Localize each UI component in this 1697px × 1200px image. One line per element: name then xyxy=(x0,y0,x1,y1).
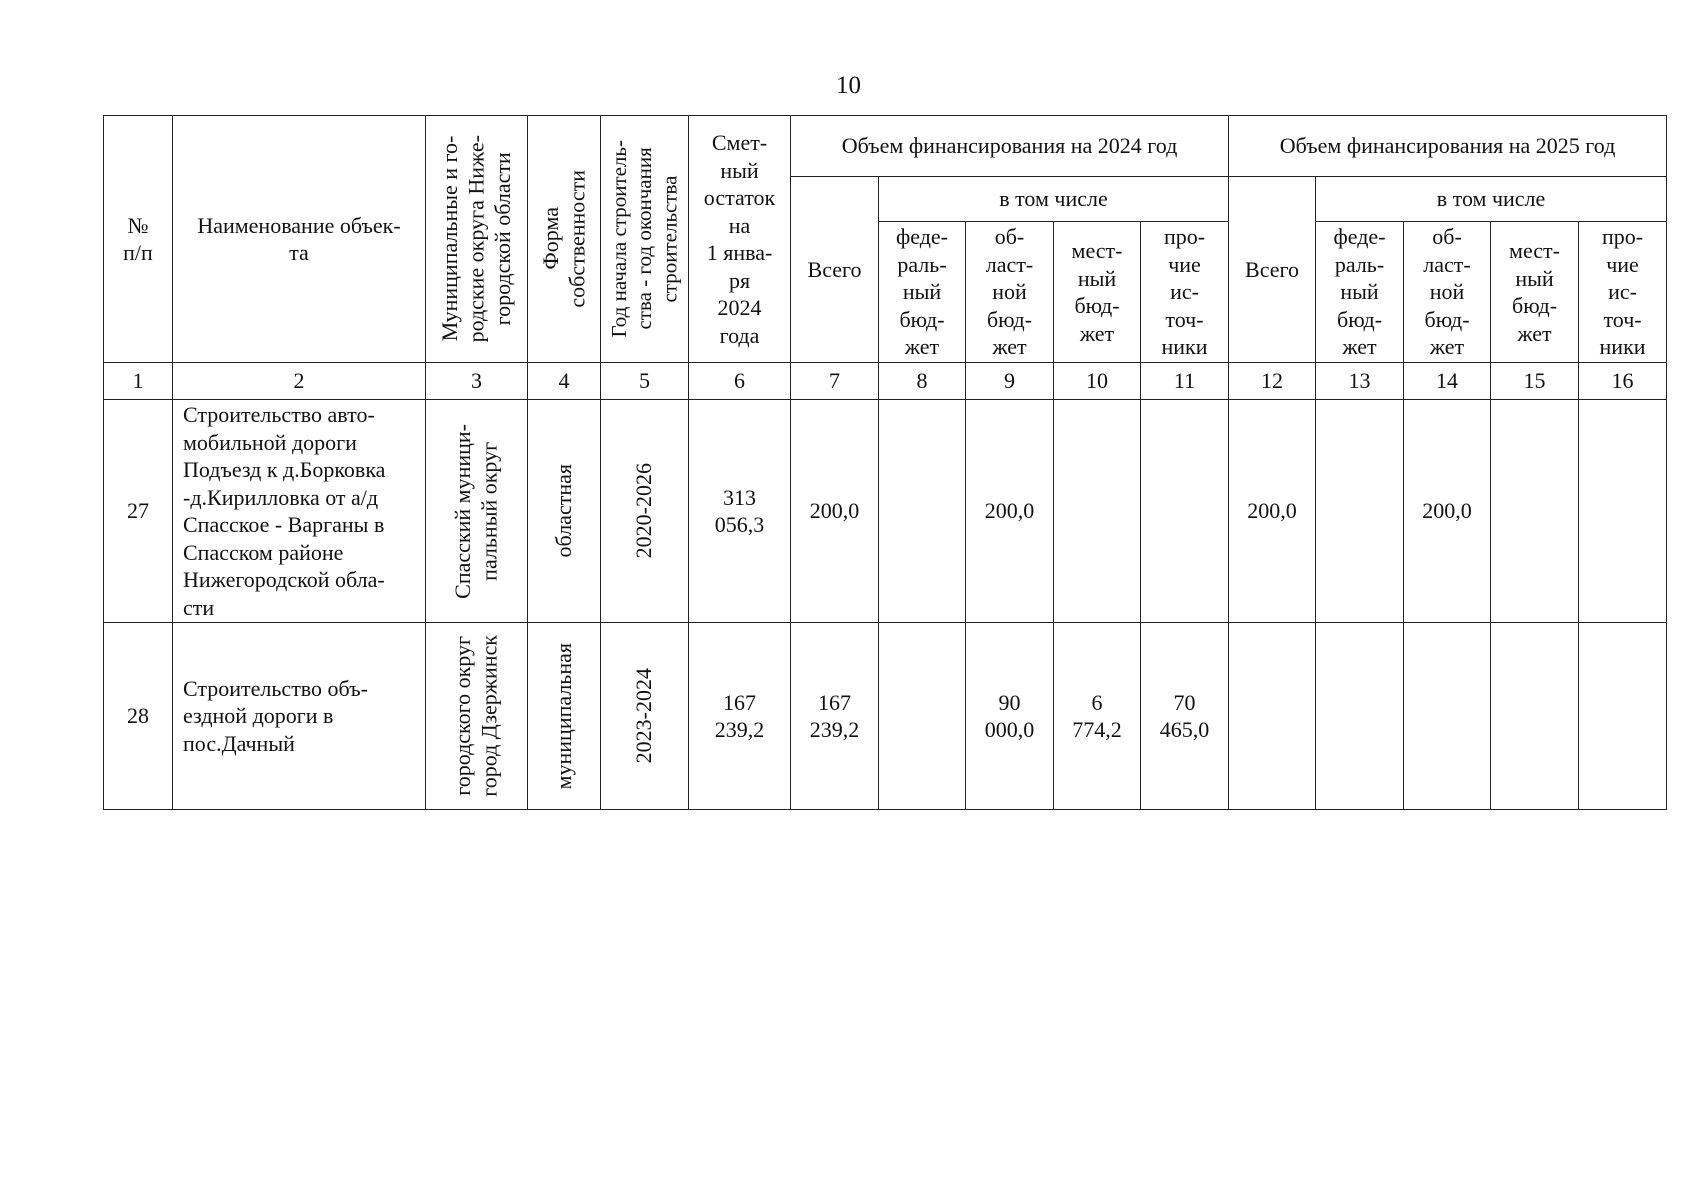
header-including-2025: в том числе xyxy=(1316,177,1667,222)
construction-years: 2023-2024 xyxy=(601,623,689,810)
regional-2025 xyxy=(1404,623,1491,810)
estimated-balance: 313 056,3 xyxy=(689,400,791,623)
federal-2024 xyxy=(879,400,966,623)
column-number: 15 xyxy=(1491,363,1579,400)
header-other-2025: про- чие ис- точ- ники xyxy=(1579,222,1667,363)
column-number: 10 xyxy=(1054,363,1141,400)
header-total-2024: Всего xyxy=(791,177,879,363)
column-number: 8 xyxy=(879,363,966,400)
column-number: 5 xyxy=(601,363,689,400)
estimated-balance: 167 239,2 xyxy=(689,623,791,810)
other-2024: 70 465,0 xyxy=(1141,623,1229,810)
header-name: Наименование объек- та xyxy=(173,116,426,363)
row-number: 27 xyxy=(104,400,173,623)
header-federal-2025: феде- раль- ный бюд- жет xyxy=(1316,222,1404,363)
ownership-form: муниципальная xyxy=(528,623,601,810)
other-2025 xyxy=(1579,400,1667,623)
regional-2025: 200,0 xyxy=(1404,400,1491,623)
column-number: 2 xyxy=(173,363,426,400)
column-number: 7 xyxy=(791,363,879,400)
header-including-2024: в том числе xyxy=(879,177,1229,222)
header-regional-2025: об- ласт- ной бюд- жет xyxy=(1404,222,1491,363)
municipal-district: Спасский муници- пальный округ xyxy=(426,400,528,623)
object-name: Строительство авто- мобильной дороги Подъезд к д.Борковка -д.Кирилловка от а/д Спасское - Варганы в Спасском районе Нижегородской обла- сти xyxy=(173,400,426,623)
other-2025 xyxy=(1579,623,1667,810)
table-row xyxy=(104,400,1667,623)
federal-2024 xyxy=(879,623,966,810)
local-2024 xyxy=(1054,400,1141,623)
total-2025: 200,0 xyxy=(1229,400,1316,623)
municipal-district: городского округ город Дзержинск xyxy=(426,623,528,810)
column-number: 12 xyxy=(1229,363,1316,400)
regional-2024: 90 000,0 xyxy=(966,623,1054,810)
local-2025 xyxy=(1491,400,1579,623)
column-number: 13 xyxy=(1316,363,1404,400)
total-2025 xyxy=(1229,623,1316,810)
header-balance: Смет- ный остаток на 1 янва- ря 2024 года xyxy=(689,116,791,363)
federal-2025 xyxy=(1316,623,1404,810)
column-number: 16 xyxy=(1579,363,1667,400)
header-local-2025: мест- ный бюд- жет xyxy=(1491,222,1579,363)
total-2024: 200,0 xyxy=(791,400,879,623)
ownership-form: областная xyxy=(528,400,601,623)
object-name: Строительство объ- ездной дороги в пос.Дачный xyxy=(173,623,426,810)
header-total-2025: Всего xyxy=(1229,177,1316,363)
header-ownership: Форма собственности xyxy=(528,116,601,363)
header-federal-2024: феде- раль- ный бюд- жет xyxy=(879,222,966,363)
local-2024: 6 774,2 xyxy=(1054,623,1141,810)
financing-table xyxy=(103,115,1667,810)
regional-2024: 200,0 xyxy=(966,400,1054,623)
other-2024 xyxy=(1141,400,1229,623)
column-number: 3 xyxy=(426,363,528,400)
header-other-2024: про- чие ис- точ- ники xyxy=(1141,222,1229,363)
column-number: 14 xyxy=(1404,363,1491,400)
header-regional-2024: об- ласт- ной бюд- жет xyxy=(966,222,1054,363)
column-number: 9 xyxy=(966,363,1054,400)
header-fin-2024: Объем финансирования на 2024 год xyxy=(791,116,1229,177)
row-number: 28 xyxy=(104,623,173,810)
column-numbers-row xyxy=(104,363,1667,400)
column-number: 1 xyxy=(104,363,173,400)
total-2024: 167 239,2 xyxy=(791,623,879,810)
column-number: 4 xyxy=(528,363,601,400)
table-row xyxy=(104,623,1667,810)
local-2025 xyxy=(1491,623,1579,810)
column-number: 11 xyxy=(1141,363,1229,400)
header-local-2024: мест- ный бюд- жет xyxy=(1054,222,1141,363)
construction-years: 2020-2026 xyxy=(601,400,689,623)
header-municipal: Муниципальные и го- родские округа Ниже- городской области xyxy=(426,116,528,363)
page-number: 10 xyxy=(836,72,861,99)
header-years: Год начала строитель- ства - год окончания строительства xyxy=(601,116,689,363)
header-fin-2025: Объем финансирования на 2025 год xyxy=(1229,116,1667,177)
column-number: 6 xyxy=(689,363,791,400)
header-num: № п/п xyxy=(104,116,173,363)
federal-2025 xyxy=(1316,400,1404,623)
